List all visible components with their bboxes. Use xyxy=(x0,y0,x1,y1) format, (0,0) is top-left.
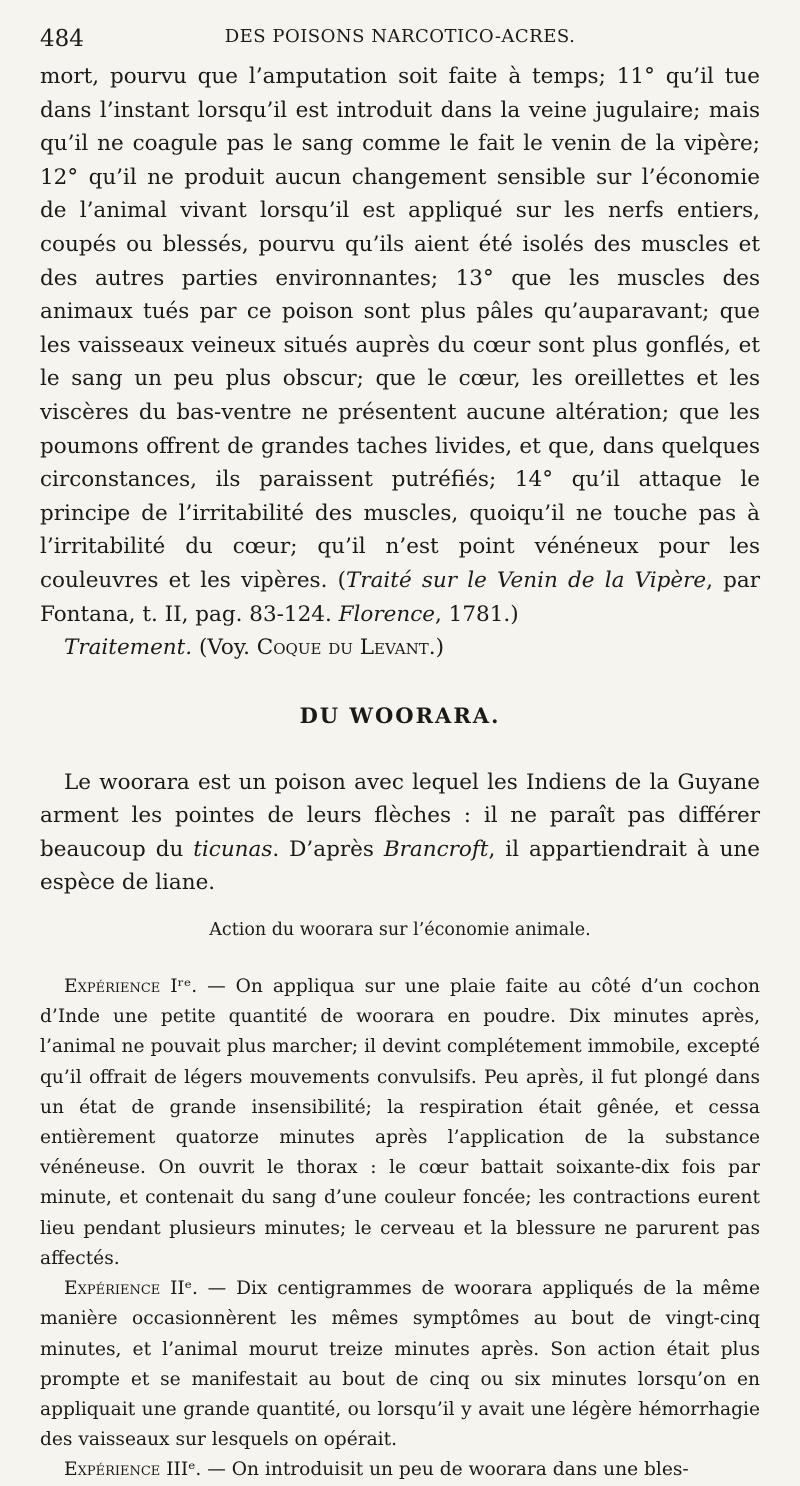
treatment-reference: Coque du Levant xyxy=(256,635,429,661)
reference-title: Traité sur le Venin de la Vipère xyxy=(346,567,707,593)
treatment-label: Traitement. xyxy=(64,635,193,661)
experience-paragraph: Expérience Iʳᵉ. — On appliqua sur une plaie faite au côté d’un cochon d’Inde une petite quantité de woorara en poudre. Dix minutes après, l’animal ne pouvait plus marcher; il devint complétement immobile, excepté qu’il offrait de légers mouvements convulsifs. Peu après, il fut plongé dans un état de grande insensibilité; la respiration était gênée, et cessa entièrement quatorze minutes après l’application de la substance vénéneuse. On ouvrit le thorax : le cœur battait soixante-dix fois par minute, et contenait du sang d’une couleur foncée; les contractions eurent lieu pendant plusieurs minutes; le cerveau et la blessure ne parurent pas affectés. xyxy=(40,976,760,1269)
page-header xyxy=(40,26,760,60)
experience-label: Expérience IIᵉ. xyxy=(64,1278,198,1300)
running-head: DES POISONS NARCOTICO-ACRES. xyxy=(224,26,576,47)
subsection-title: Action du woorara sur l’économie animale. xyxy=(209,920,591,941)
experience-label: Expérience Iʳᵉ. xyxy=(64,976,198,998)
intro-paragraph: Le woorara est un poison avec lequel les Indiens de la Guyane arment les pointes de leurs flèches : il ne paraît pas différer beaucoup du ticunas. D’après Brancroft, il appartiendrait à une espèce de liane. xyxy=(40,769,760,896)
experience-label: Expérience IIIᵉ. xyxy=(64,1459,202,1481)
page-number: 484 xyxy=(40,26,84,52)
experience-paragraph: Expérience IIᵉ. — Dix centigrammes de woorara appliqués de la même manière occasionnèrent les mêmes symptômes au bout de vingt-cinq minutes, et l’animal mourut treize minutes après. Son action était plus prompte et se manifestait au bout de cinq ou six minutes lorsqu’on en appliquait une grande quantité, ou lorsqu’il y avait une légère hémorrhagie des vaisseaux sur lesquels on opérait. xyxy=(40,1278,761,1451)
treatment-paragraph: Traitement. (Voy. Coque du Levant.) xyxy=(64,635,445,661)
continuation-paragraph: mort, pourvu que l’amputation soit faite à temps; 11° qu’il tue dans l’instant lorsqu’il est introduit dans la veine jugulaire; mais qu’il ne coagule pas le sang comme le fait le venin de la vipère; 12° qu’il ne produit aucun changement sensible sur l’économie de l’animal vivant lorsqu’il est appliqué sur les nerfs entiers, coupés ou blessés, pourvu qu’ils aient été isolés des muscles et des autres parties environnantes; 13° que les muscles des animaux tués par ce poison sont plus pâles qu’auparavant; que les vaisseaux veineux situés auprès du cœur sont plus gonflés, et le sang un peu plus obscur; que le cœur, les oreillettes et les viscères du bas-ventre ne présentent aucune altération; que les poumons offrent de grandes taches livides, et que, dans quelques circonstances, ils paraissent putréfiés; 14° qu’il attaque le principe de l’irritabilité des muscles, quoiqu’il ne touche pas à l’irritabilité du cœur; qu’il n’est point vénéneux pour les couleuvres et les vipères. (Traité sur le Venin de la Vipère, par Fontana, t. II, pag. 83-124. Florence, 1781.) xyxy=(40,64,761,627)
reference-place: Florence xyxy=(338,601,435,627)
experience-paragraph: Expérience IIIᵉ. — On introduisit un peu de woorara dans une bles- xyxy=(64,1459,689,1481)
continuation-block xyxy=(40,60,760,665)
section-title: DU WOORARA. xyxy=(299,702,501,728)
